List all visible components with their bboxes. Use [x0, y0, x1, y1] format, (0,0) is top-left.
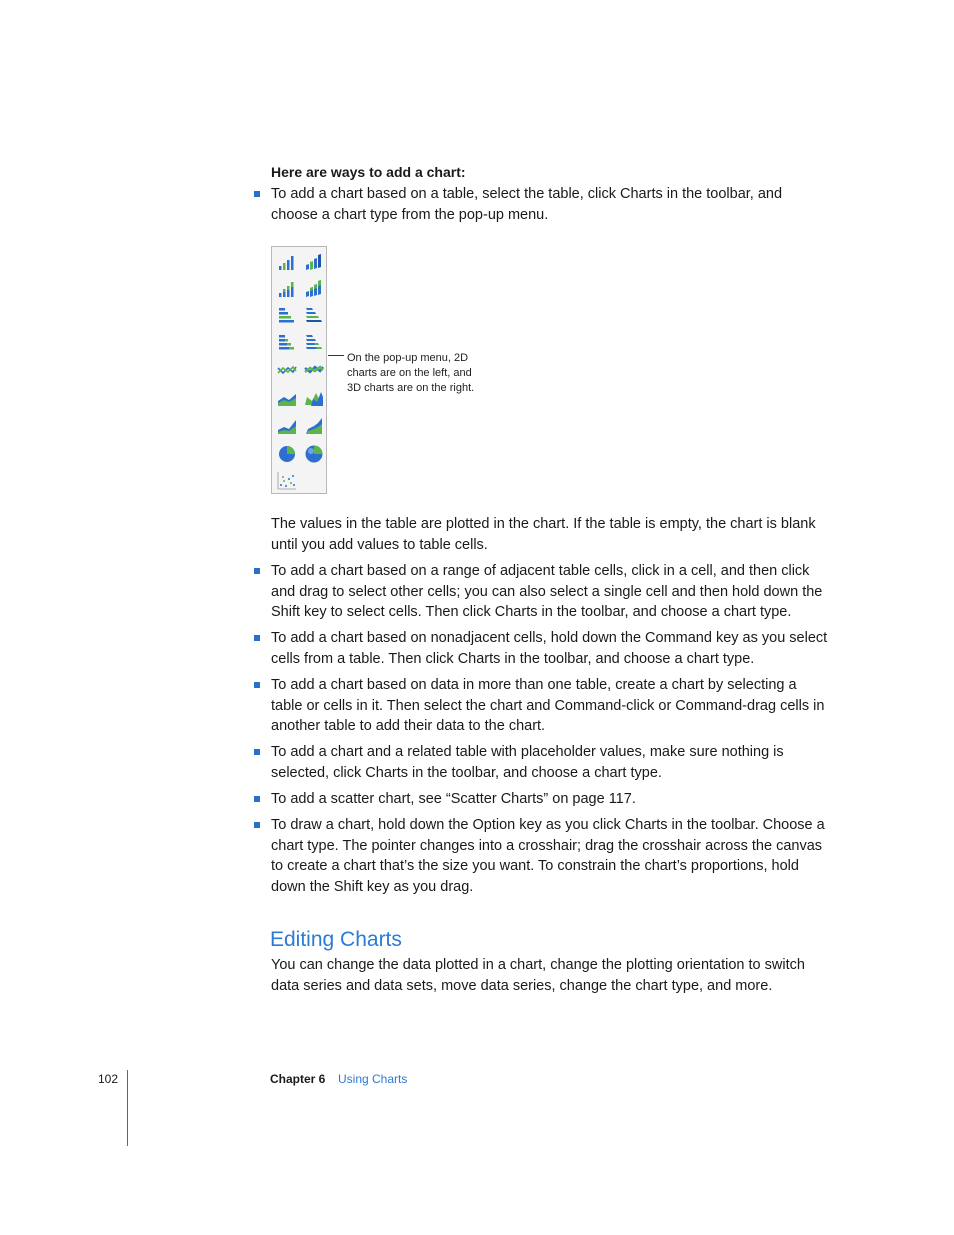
bar-chart-3d-icon[interactable] — [303, 305, 325, 327]
pie-chart-3d-icon[interactable] — [303, 443, 325, 465]
bullet-square-icon — [254, 191, 260, 197]
bullet-text: To add a chart and a related table with placeholder values, make sure nothing is selected, click Charts in the toolbar, and choose a chart type. — [271, 744, 784, 781]
list-item — [271, 628, 831, 669]
line-chart-2d-icon[interactable] — [276, 359, 298, 381]
bullet-square-icon — [254, 635, 260, 641]
bullet-square-icon — [254, 749, 260, 755]
stacked-bar-chart-3d-icon[interactable] — [303, 332, 325, 354]
list-item — [271, 675, 831, 737]
stacked-area-chart-2d-icon[interactable] — [276, 415, 298, 437]
body-paragraph: The values in the table are plotted in the chart. If the table is empty, the chart is blank until you add values to table cells. — [271, 516, 816, 553]
column-chart-3d-icon[interactable] — [303, 251, 325, 273]
scatter-chart-icon[interactable] — [276, 470, 298, 492]
bullet-text: To add a chart based on a table, select the table, click Charts in the toolbar, and choose a chart type from the pop-up menu. — [271, 186, 783, 223]
list-item — [271, 184, 831, 225]
footer-chapter: Chapter 6 — [270, 1072, 326, 1086]
section-body: You can change the data plotted in a chart, change the plotting orientation to switch data series and data sets, move data series, change the chart type, and more. — [271, 957, 805, 994]
callout-leader-line — [328, 355, 344, 356]
bullet-text: To add a chart based on data in more than one table, create a chart by selecting a table or cells in it. Then select the chart and Command-click or Command-drag cells in another table to add their data to the chart. — [271, 677, 825, 734]
stacked-area-chart-3d-icon[interactable] — [303, 415, 325, 437]
bullet-square-icon — [254, 682, 260, 688]
bullet-square-icon — [254, 796, 260, 802]
bullet-text: To draw a chart, hold down the Option key as you click Charts in the toolbar. Choose a chart type. The pointer changes into a crosshair; drag the crosshair across the canvas to create a chart that’s the size you want. To constrain the chart’s proportions, hold down the Shift key as you drag. — [271, 817, 825, 895]
bullet-text: To add a scatter chart, see “Scatter Charts” on page 117. — [271, 791, 636, 807]
footer-divider — [127, 1070, 128, 1146]
chart-type-popup-menu — [271, 246, 327, 494]
intro-heading: Here are ways to add a chart: — [271, 164, 466, 180]
list-item — [271, 742, 831, 783]
stacked-column-chart-3d-icon[interactable] — [303, 278, 325, 300]
footer-chapter-title: Using Charts — [338, 1072, 408, 1086]
stacked-column-chart-2d-icon[interactable] — [276, 278, 298, 300]
list-item — [271, 815, 831, 897]
line-chart-3d-icon[interactable] — [303, 359, 325, 381]
section-heading: Editing Charts — [270, 928, 402, 951]
bullet-text: To add a chart based on a range of adjacent table cells, click in a cell, and then click and drag to select other cells; you can also select a single cell and then hold down the Shift key to select cells. Then click Charts in the toolbar, and choose a chart type. — [271, 563, 823, 620]
column-chart-2d-icon[interactable] — [276, 251, 298, 273]
bullet-text: To add a chart based on nonadjacent cells, hold down the Command key as you select cells from a table. Then click Charts in the toolbar, and choose a chart type. — [271, 630, 828, 667]
bullet-square-icon — [254, 568, 260, 574]
stacked-bar-chart-2d-icon[interactable] — [276, 332, 298, 354]
menu-callout: On the pop-up menu, 2D charts are on the left, and 3D charts are on the right. — [347, 352, 475, 394]
list-item — [271, 789, 831, 810]
bullet-square-icon — [254, 822, 260, 828]
page-number: 102 — [98, 1072, 119, 1086]
area-chart-2d-icon[interactable] — [276, 387, 298, 409]
area-chart-3d-icon[interactable] — [303, 387, 325, 409]
list-item — [271, 561, 831, 623]
bar-chart-2d-icon[interactable] — [276, 305, 298, 327]
pie-chart-2d-icon[interactable] — [276, 443, 298, 465]
